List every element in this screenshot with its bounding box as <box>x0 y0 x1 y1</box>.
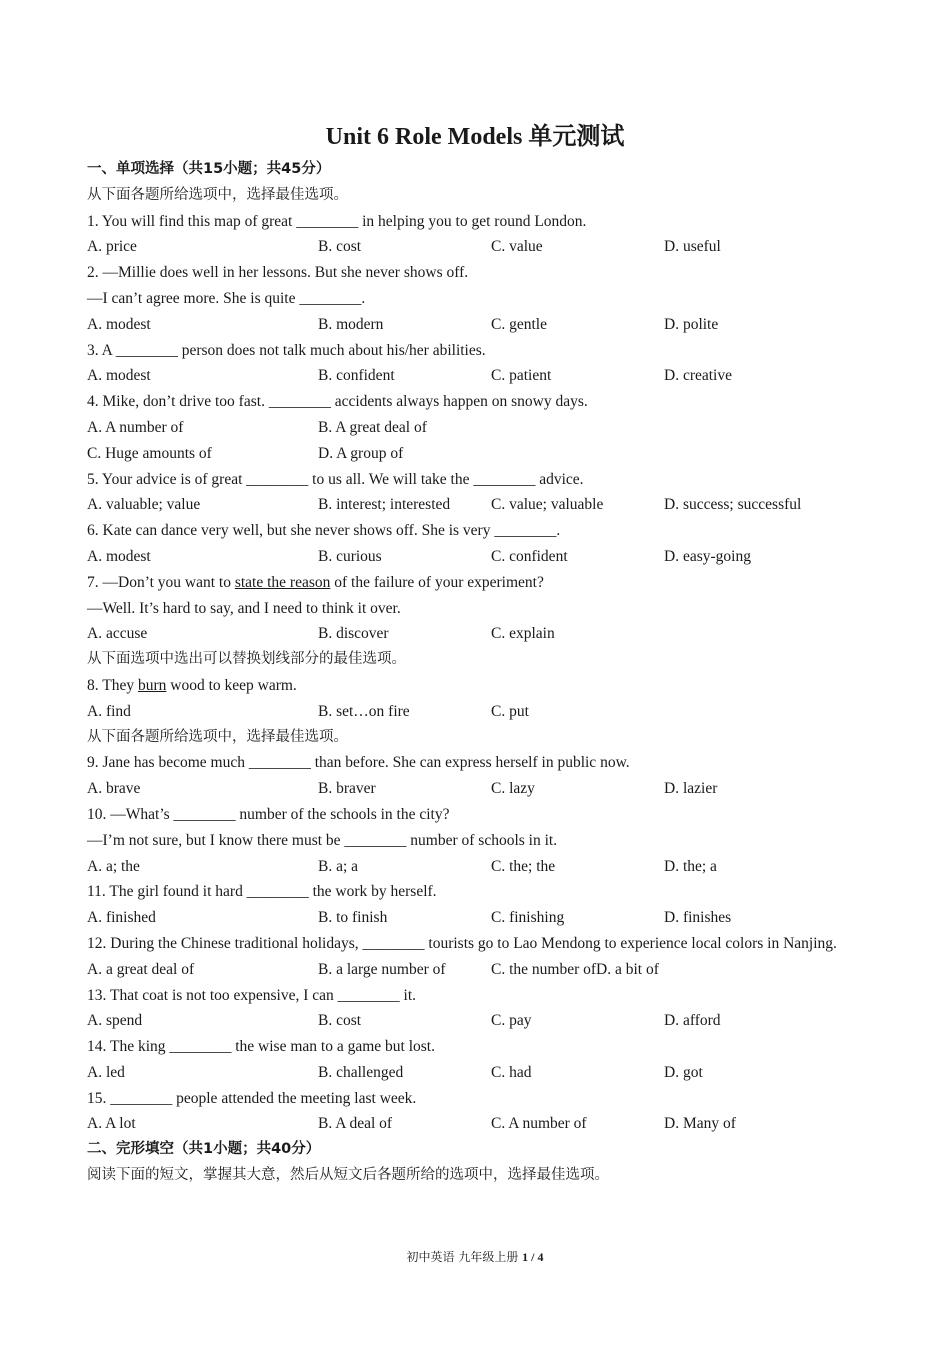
question-options <box>87 415 867 441</box>
question-stem: 12. During the Chinese traditional holidays, ________ tourists go to Lao Mendong to experience local colors in Nanjing. <box>87 934 837 952</box>
question-options <box>87 776 867 802</box>
question-options <box>87 441 867 467</box>
section-heading: 二、完形填空（共1小题；共40分） <box>87 1141 321 1158</box>
option-c-text: C. the number of <box>491 960 597 978</box>
question-stem: 11. The girl found it hard ________ the work by herself. <box>87 883 437 901</box>
question-stem: 15. ________ people attended the meeting last week. <box>87 1089 417 1107</box>
section-instruction: 从下面选项中选出可以替换划线部分的最佳选项。 <box>87 651 406 668</box>
question-options <box>87 905 867 931</box>
question-options <box>87 492 867 518</box>
question-stem: 2. —Millie does well in her lessons. But she never shows off. <box>87 264 469 282</box>
question-stem: —Well. It’s hard to say, and I need to think it over. <box>87 599 401 617</box>
question-options <box>87 1008 867 1034</box>
option-a: A. price <box>87 238 137 256</box>
option-b: B. challenged <box>318 1063 404 1081</box>
option-d: D. got <box>664 1063 703 1081</box>
question-stem: 10. —What’s ________ number of the schools in the city? <box>87 805 450 823</box>
option-b: B. cost <box>318 1012 362 1030</box>
question-text: 8. They <box>87 676 138 694</box>
section-instruction: 从下面各题所给选项中，选择最佳选项。 <box>87 728 348 745</box>
option-a: A. A number of <box>87 418 184 436</box>
question-options <box>87 234 867 260</box>
option-a: A. a; the <box>87 857 140 875</box>
option-c: C. the; the <box>491 857 556 875</box>
question-stem: 6. Kate can dance very well, but she never shows off. She is very ________. <box>87 522 561 540</box>
option-d: D. afford <box>664 1012 721 1030</box>
option-b: B. a large number of <box>318 960 446 978</box>
option-b: B. A great deal of <box>318 418 427 436</box>
option-d: D. polite <box>664 315 719 333</box>
question-stem <box>87 570 867 596</box>
option-c: C. A number of <box>491 1115 587 1133</box>
option-d: D. useful <box>664 238 721 256</box>
question-text: 7. —Don’t you want to <box>87 573 235 591</box>
option-c <box>491 957 659 983</box>
option-c: C. value; valuable <box>491 496 604 514</box>
option-c: C. gentle <box>491 315 547 333</box>
option-b: B. set…on fire <box>318 702 410 720</box>
option-a: A. A lot <box>87 1115 136 1133</box>
section-instruction: 阅读下面的短文，掌握其大意，然后从短文后各题所给的选项中，选择最佳选项。 <box>87 1167 609 1184</box>
option-d: D. the; a <box>664 857 717 875</box>
question-stem: —I can’t agree more. She is quite ________. <box>87 289 366 307</box>
option-b: B. curious <box>318 547 382 565</box>
page-title: Unit 6 Role Models 单元测试 <box>325 124 625 150</box>
question-options <box>87 544 867 570</box>
option-a: A. modest <box>87 547 151 565</box>
question-stem: 5. Your advice is of great ________ to us all. We will take the ________ advice. <box>87 470 584 488</box>
option-a: A. valuable; value <box>87 496 201 514</box>
question-options <box>87 363 867 389</box>
option-d: D. lazier <box>664 780 718 798</box>
option-c: C. lazy <box>491 780 535 798</box>
option-b: B. modern <box>318 315 384 333</box>
option-c: C. explain <box>491 625 555 643</box>
option-b: B. braver <box>318 780 376 798</box>
option-a: A. modest <box>87 315 151 333</box>
option-a: A. led <box>87 1063 125 1081</box>
option-c: C. pay <box>491 1012 532 1030</box>
question-options <box>87 854 867 880</box>
option-b: B. A deal of <box>318 1115 393 1133</box>
option-c: C. finishing <box>491 909 565 927</box>
question-stem: 13. That coat is not too expensive, I can ________ it. <box>87 986 417 1004</box>
underlined-phrase: state the reason <box>234 573 331 591</box>
question-options <box>87 312 867 338</box>
option-d: D. Many of <box>664 1115 736 1133</box>
option-a: A. brave <box>87 780 141 798</box>
option-a: A. find <box>87 702 131 720</box>
option-a: A. modest <box>87 367 151 385</box>
option-c: C. patient <box>491 367 552 385</box>
question-options <box>87 1060 867 1086</box>
underlined-phrase: burn <box>137 676 167 694</box>
question-stem: —I’m not sure, but I know there must be ________ number of schools in it. <box>87 831 558 849</box>
question-stem: 3. A ________ person does not talk much about his/her abilities. <box>87 341 486 359</box>
option-d: D. easy-going <box>664 547 751 565</box>
option-a: A. spend <box>87 1012 143 1030</box>
option-d: D. creative <box>664 367 732 385</box>
question-options <box>87 957 867 983</box>
option-c: C. Huge amounts of <box>87 444 212 462</box>
option-b: B. cost <box>318 238 362 256</box>
question-text: of the failure of your experiment? <box>330 573 544 591</box>
section-heading: 一、单项选择（共15小题；共45分） <box>87 161 331 177</box>
footer-text: 初中英语 九年级上册 <box>406 1250 523 1264</box>
document-body <box>87 157 867 1189</box>
option-b: B. discover <box>318 625 389 643</box>
question-stem: 1. You will find this map of great ________ in helping you to get round London. <box>87 212 587 230</box>
question-stem: 4. Mike, don’t drive too fast. ________ accidents always happen on snowy days. <box>87 393 588 411</box>
option-b: B. a; a <box>318 857 359 875</box>
option-d: D. a bit of <box>596 960 659 978</box>
option-a: A. accuse <box>87 625 148 643</box>
question-stem <box>87 673 867 699</box>
page-number: 1 / 4 <box>522 1250 544 1264</box>
question-text: wood to keep warm. <box>166 676 297 694</box>
question-stem: 9. Jane has become much ________ than before. She can express herself in public now. <box>87 754 630 772</box>
option-a: A. finished <box>87 909 156 927</box>
option-c: C. had <box>491 1063 532 1081</box>
question-options <box>87 699 867 725</box>
page-footer <box>0 1248 950 1265</box>
question-stem: 14. The king ________ the wise man to a game but lost. <box>87 1038 435 1056</box>
option-d: D. finishes <box>664 909 732 927</box>
option-b: B. interest; interested <box>318 496 451 514</box>
section-instruction: 从下面各题所给选项中，选择最佳选项。 <box>87 186 348 203</box>
option-b: B. to finish <box>318 909 388 927</box>
option-c: C. put <box>491 702 529 720</box>
option-a: A. a great deal of <box>87 960 195 978</box>
option-c: C. value <box>491 238 543 256</box>
question-options <box>87 1111 867 1137</box>
option-d: D. success; successful <box>664 496 802 514</box>
option-d: D. A group of <box>318 444 404 462</box>
option-b: B. confident <box>318 367 395 385</box>
question-options <box>87 621 867 647</box>
option-c: C. confident <box>491 547 568 565</box>
